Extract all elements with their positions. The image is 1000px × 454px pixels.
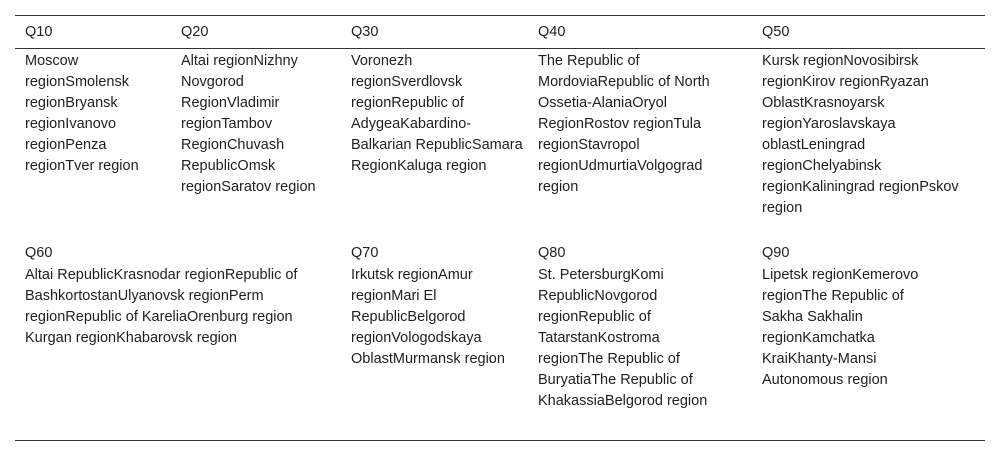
header-q10: Q10 — [25, 24, 53, 40]
cell-q70: Irkutsk regionAmur regionMari El RepublicBelgorod regionVologodskaya OblastMurmansk region — [351, 267, 505, 367]
cell-q90: Lipetsk regionKemerovo regionThe Republic of Sakha Sakhalin regionKamchatka KraiKhanty-Mansi Autonomous region — [762, 267, 919, 388]
cell-q60: Altai RepublicKrasnodar regionRepublic of BashkortostanUlyanovsk regionPerm regionRepublic of KareliaOrenburg region Kurgan regionKhabarovsk region — [25, 267, 298, 346]
header-q20: Q20 — [181, 24, 209, 40]
cell-q40: The Republic of MordoviaRepublic of North Ossetia-AlaniaOryol RegionRostov regionTula regionStavropol regionUdmurtiaVolgograd region — [538, 53, 710, 195]
header-q50: Q50 — [762, 24, 790, 40]
subheader-q90: Q90 — [762, 245, 790, 261]
header-q30: Q30 — [351, 24, 379, 40]
cell-q50: Kursk regionNovosibirsk regionKirov regionRyazan OblastKrasnoyarsk regionYaroslavskaya oblastLeningrad regionChelyabinsk regionKaliningrad regionPskov region — [762, 53, 959, 216]
cell-q10: Moscow regionSmolensk regionBryansk regionIvanovo regionPenza regionTver region — [25, 53, 139, 174]
subheader-q80: Q80 — [538, 245, 566, 261]
subheader-q60: Q60 — [25, 245, 53, 261]
cell-q80: St. PetersburgKomi RepublicNovgorod regionRepublic of TatarstanKostroma regionThe Republic of BuryatiaThe Republic of KhakassiaBelgorod region — [538, 267, 708, 409]
subheader-q70: Q70 — [351, 245, 379, 261]
table-header-row — [15, 16, 985, 49]
cell-q30: Voronezh regionSverdlovsk regionRepublic of AdygeaKabardino-Balkarian RepublicSamara RegionKaluga region — [351, 53, 523, 174]
cell-q20: Altai regionNizhny Novgorod RegionVladimir regionTambov RegionChuvash RepublicOmsk regionSaratov region — [181, 53, 316, 195]
regions-table — [15, 15, 985, 441]
header-q40: Q40 — [538, 24, 566, 40]
